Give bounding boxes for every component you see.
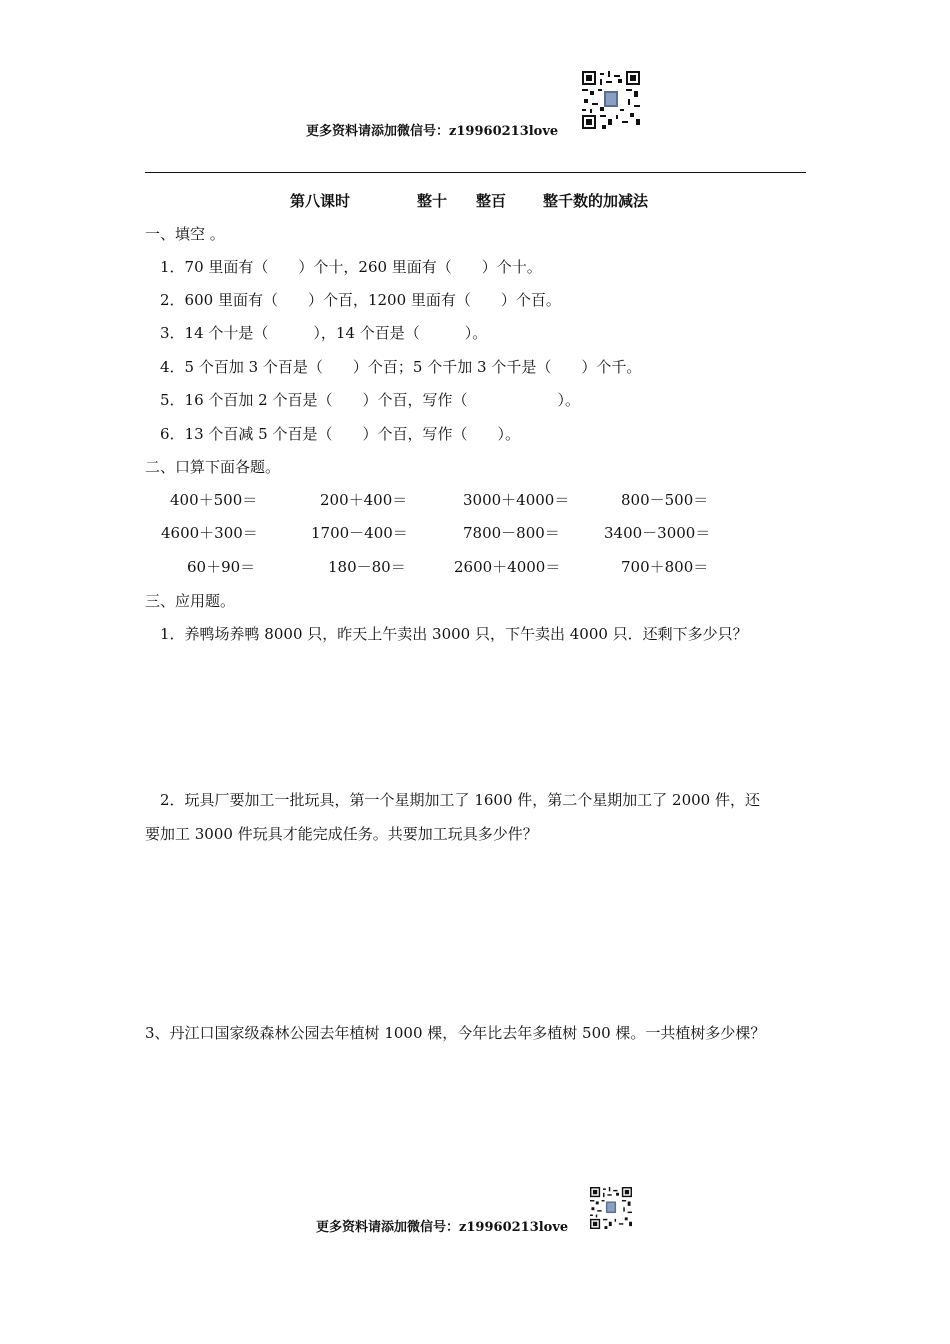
word-problem-2-line1: 2．玩具厂要加工一批玩具，第一个星期加工了 1600 件，第二个星期加工了 2000 件，还 [160, 791, 760, 809]
word-problem-3: 3、丹江口国家级森林公园去年植树 1000 棵，今年比去年多植树 500 棵。一共植树多少棵？ [145, 1024, 766, 1042]
header-divider [145, 172, 806, 173]
section1-heading: 一、填空 。 [145, 225, 225, 243]
title-part-hundreds: 整百 [476, 192, 507, 210]
word-problem-1: 1．养鸭场养鸭 8000 只，昨天上午卖出 3000 只，下午卖出 4000 只．还剩下多少只？ [160, 625, 748, 643]
fill-blank-item-5: 5．16 个百加 2 个百是（ ）个百，写作（ ）。 [160, 391, 580, 409]
calc-r2-c1: 4600＋300＝ [161, 524, 258, 542]
qr-code-icon [582, 71, 640, 129]
calc-r3-c4: 700＋800＝ [621, 558, 709, 576]
footer-wechat-text: 更多资料请添加微信号：z19960213love [316, 1220, 569, 1235]
calc-r1-c4: 800－500＝ [621, 491, 709, 509]
calc-r3-c3: 2600＋4000＝ [454, 558, 561, 576]
fill-blank-item-1: 1．70 里面有（ ）个十，260 里面有（ ）个十。 [160, 258, 542, 276]
calc-r2-c2: 1700－400＝ [311, 524, 408, 542]
title-part-tens: 整十 [417, 192, 448, 210]
calc-r1-c3: 3000＋4000＝ [463, 491, 570, 509]
calc-r2-c4: 3400－3000＝ [604, 524, 711, 542]
section2-heading: 二、口算下面各题。 [145, 458, 281, 476]
calc-r1-c1: 400＋500＝ [170, 491, 258, 509]
calc-r3-c1: 60＋90＝ [187, 558, 256, 576]
footer-qr-code-icon [590, 1187, 632, 1229]
fill-blank-item-3: 3．14 个十是（ ），14 个百是（ ）。 [160, 324, 488, 342]
calc-r3-c2: 180－80＝ [328, 558, 406, 576]
fill-blank-item-2: 2．600 里面有（ ）个百，1200 里面有（ ）个百。 [160, 291, 561, 309]
lesson-label: 第八课时 [290, 192, 351, 210]
calc-r2-c3: 7800－800＝ [463, 524, 560, 542]
section3-heading: 三、应用题。 [145, 592, 236, 610]
fill-blank-item-4: 4．5 个百加 3 个百是（ ）个百；5 个千加 3 个千是（ ）个千。 [160, 358, 642, 376]
title-part-thousands: 整千数的加减法 [543, 192, 649, 210]
fill-blank-item-6: 6．13 个百减 5 个百是（ ）个百，写作（ ）。 [160, 425, 520, 443]
word-problem-2-line2: 要加工 3000 件玩具才能完成任务。共要加工玩具多少件？ [145, 825, 538, 843]
calc-r1-c2: 200＋400＝ [320, 491, 408, 509]
header-wechat-text: 更多资料请添加微信号：z19960213love [306, 124, 559, 139]
